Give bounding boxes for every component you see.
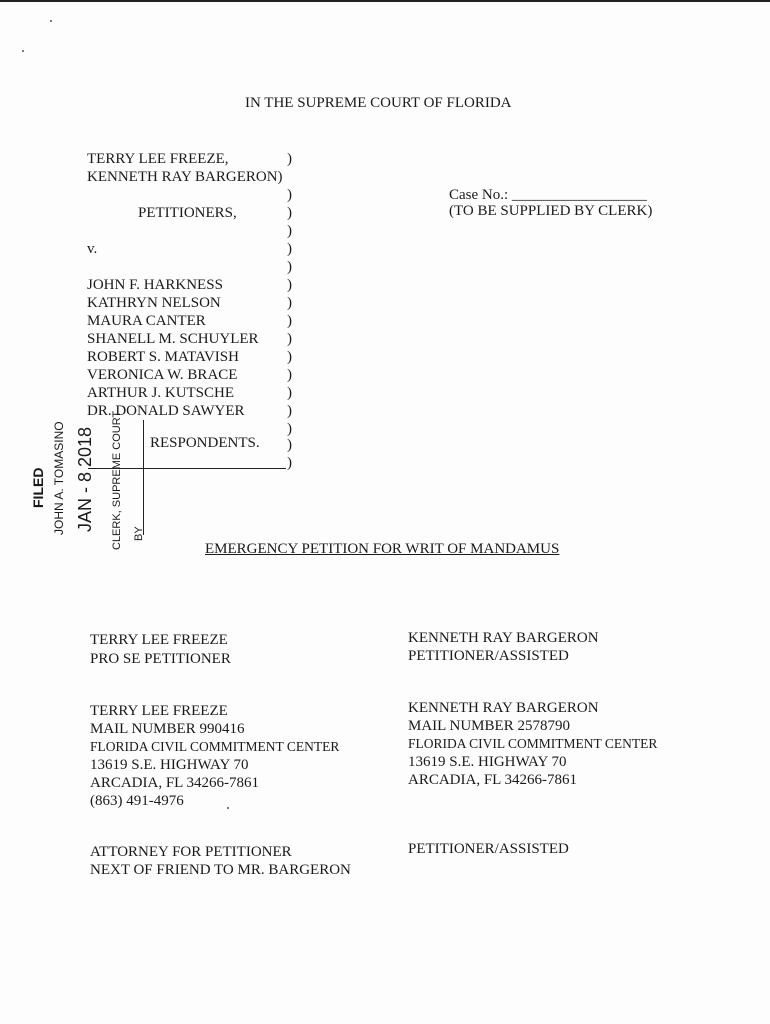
case-number-note: (TO BE SUPPLIED BY CLERK) [449,203,653,219]
caption-paren: ) [287,259,292,275]
caption-paren: ) [287,455,292,471]
case-number-field: Case No.: __________________ [449,187,647,203]
respondent-name: VERONICA W. BRACE [87,367,238,383]
petitioners-label: PETITIONERS, [138,205,237,221]
caption-paren: ) [287,151,292,167]
right-address-line: KENNETH RAY BARGERON [408,700,599,716]
left-block-line: ATTORNEY FOR PETITIONER [90,844,292,860]
left-address-line: MAIL NUMBER 990416 [90,721,245,737]
left-address-line: (863) 491-4976 [90,793,184,809]
right-address-line: MAIL NUMBER 2578790 [408,718,570,734]
versus-label: v. [87,241,98,257]
caption-paren: ) [287,437,292,453]
left-block-line: NEXT OF FRIEND TO MR. BARGERON [90,862,351,878]
caption-paren: ) [287,421,292,437]
caption-paren: ) [287,403,292,419]
respondent-name: MAURA CANTER [87,313,206,329]
respondent-name: SHANELL M. SCHUYLER [87,331,259,347]
document-title: EMERGENCY PETITION FOR WRIT OF MANDAMUS [205,541,560,557]
right-block-line: KENNETH RAY BARGERON [408,630,599,646]
caption-paren: ) [287,313,292,329]
court-heading: IN THE SUPREME COURT OF FLORIDA [245,95,512,111]
caption-paren: ) [287,205,292,221]
respondent-name: ARTHUR J. KUTSCHE [87,385,235,401]
scan-speck [50,20,52,22]
left-address-line: ARCADIA, FL 34266-7861 [90,775,260,791]
petitioner-name: TERRY LEE FREEZE, [87,151,229,167]
caption-paren: ) [287,241,292,257]
stamp-filed: FILED [30,467,46,508]
right-address-line: ARCADIA, FL 34266-7861 [408,772,578,788]
stamp-date: JAN - 8 2018 [75,426,95,532]
left-address-line: TERRY LEE FREEZE [90,703,228,719]
respondent-name: DR. DONALD SAWYER [87,403,245,419]
left-block-line: PRO SE PETITIONER [90,651,231,667]
caption-paren: ) [287,385,292,401]
respondent-name: JOHN F. HARKNESS [87,277,223,293]
caption-paren: ) [287,277,292,293]
left-address-line: FLORIDA CIVIL COMMITMENT CENTER [90,739,340,754]
caption-paren: ) [287,223,292,239]
caption-paren: ) [287,295,292,311]
right-address-line: 13619 S.E. HIGHWAY 70 [408,754,567,770]
left-block-line: TERRY LEE FREEZE [90,632,228,648]
stamp-clerk-name: JOHN A. TOMASINO [52,421,66,535]
respondent-name: ROBERT S. MATAVISH [87,349,239,365]
scan-speck [227,807,229,809]
petitioner-name: KENNETH RAY BARGERON) [87,169,283,185]
caption-paren: ) [287,349,292,365]
stamp-vertical-line [143,420,144,535]
caption-paren: ) [287,187,292,203]
scan-speck [22,50,24,52]
scan-top-edge [0,0,770,2]
respondents-label: RESPONDENTS. [150,435,260,451]
stamp-by: BY [133,526,145,541]
right-address-line: FLORIDA CIVIL COMMITMENT CENTER [408,736,658,751]
right-block-line: PETITIONER/ASSISTED [408,648,569,664]
caption-paren: ) [287,331,292,347]
respondent-name: KATHRYN NELSON [87,295,221,311]
right-block-line: PETITIONER/ASSISTED [408,841,569,857]
caption-paren: ) [287,367,292,383]
left-address-line: 13619 S.E. HIGHWAY 70 [90,757,249,773]
stamp-clerk-title: CLERK, SUPREME COURT [111,410,123,550]
